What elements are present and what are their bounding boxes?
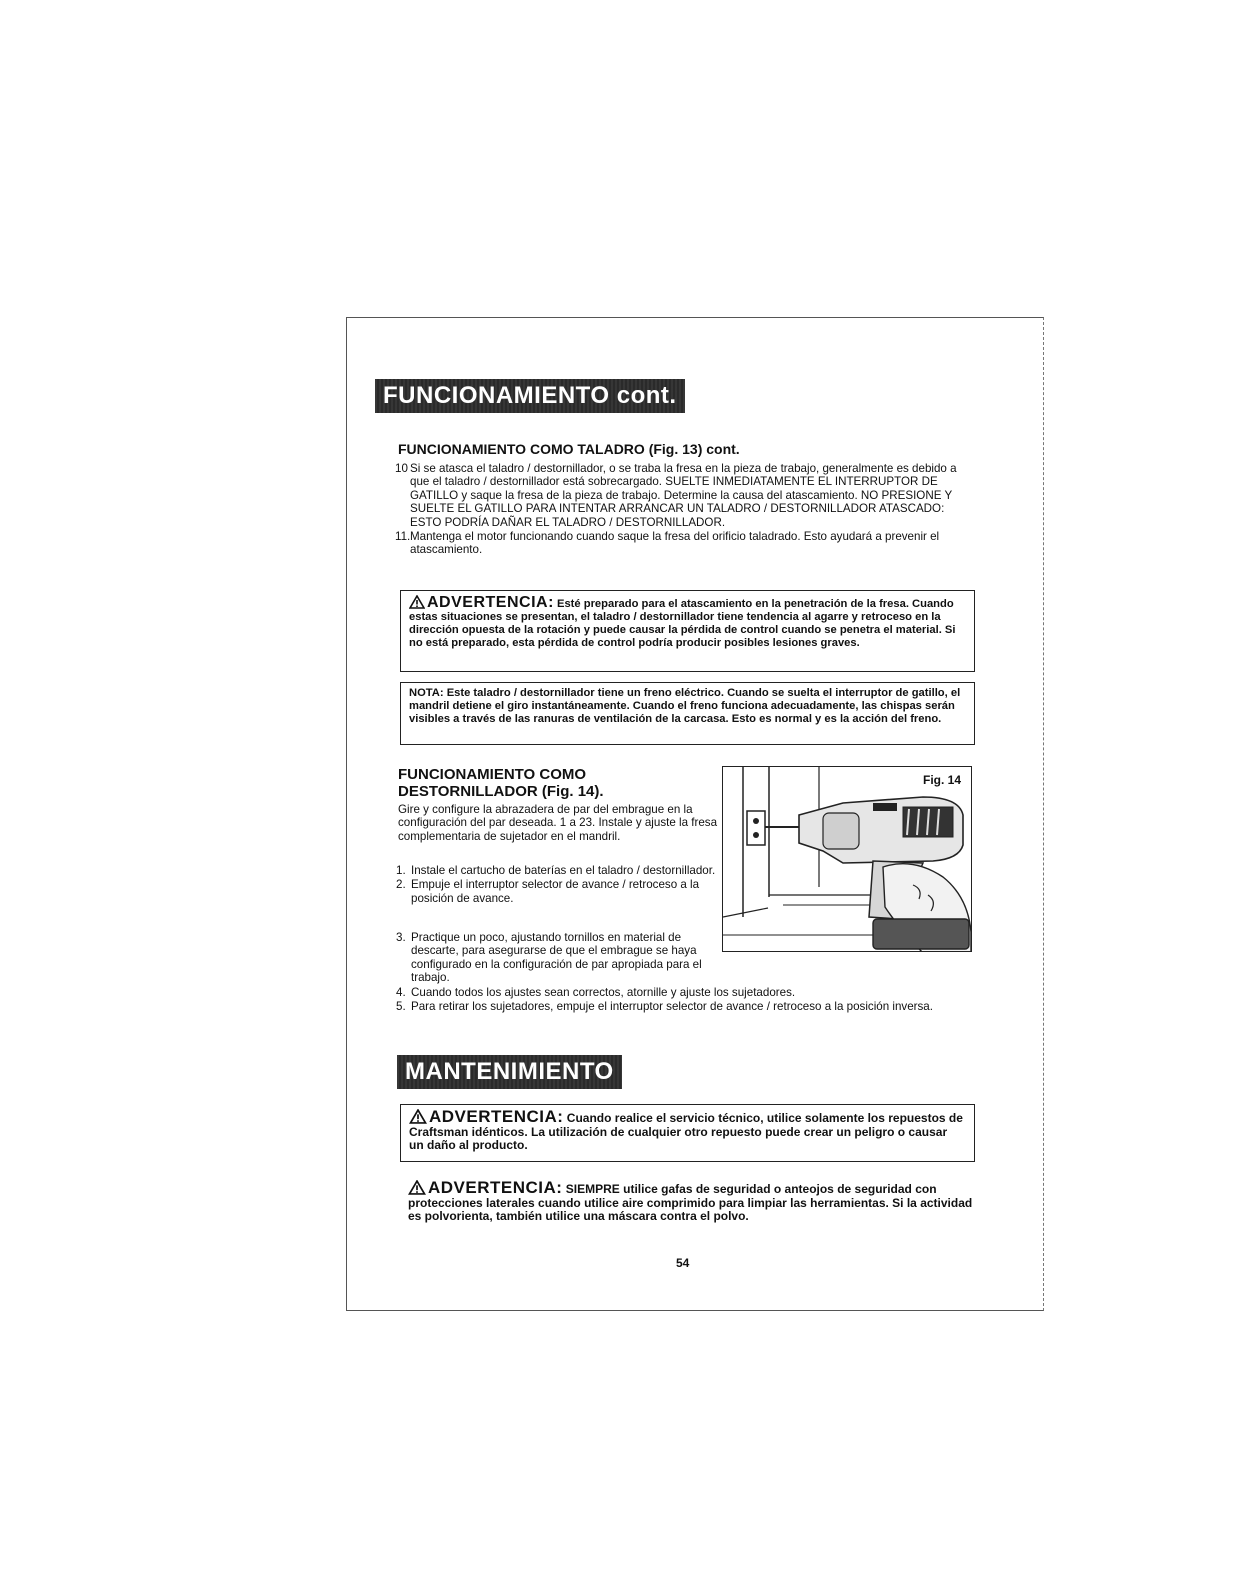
- step-text: Empuje el interruptor selector de avance / retroceso a la posición de avance.: [411, 878, 700, 905]
- list-item: [396, 1000, 966, 1013]
- warning-triangle-icon: [409, 1109, 427, 1124]
- step-text: Instale el cartucho de baterías en el taladro / destornillador.: [411, 864, 716, 877]
- nota-box: [400, 682, 975, 745]
- step-text: Si se atasca el taladro / destornillador, o se traba la fresa en la pieza de trabajo, generalmente es debido a que el taladro / destornillador está sobrecargado. SUELTE INMEDIATAMENTE EL INTERRUPTOR DE GATILLO y saque la fresa de la pieza de trabajo. Determine la causa del atascamiento. NO PRESIONE Y SUELTE EL GATILLO PARA INTENTAR ARRANCAR UN TALADRO / DESTORNILLADOR ATASCADO: ESTO PODRÍA DAÑAR EL TALADRO / DESTORNILLADOR.: [410, 462, 957, 529]
- list-item: [395, 530, 965, 557]
- drill-steps: [395, 462, 965, 558]
- list-item: [396, 878, 716, 905]
- list-item: [395, 462, 965, 529]
- step-number: 11.: [395, 530, 411, 544]
- step-number: 3.: [396, 931, 406, 944]
- step-text: Cuando todos los ajustes sean correctos, atornille y ajuste los sujetadores.: [411, 985, 796, 999]
- step-text: Para retirar los sujetadores, empuje el interruptor selector de avance / retroceso a la posición inversa.: [411, 1000, 933, 1014]
- screwdriver-steps: [396, 864, 716, 906]
- screwdriver-heading: [398, 766, 604, 800]
- warning-text: Cuando realice el servicio técnico, utilice solamente los repuestos de Craftsman idénticos. La utilización de cualquier otro repuesto puede crear un peligro o causar un daño al producto.: [409, 1111, 963, 1153]
- drill-heading: FUNCIONAMIENTO COMO TALADRO (Fig. 13) cont.: [398, 441, 740, 457]
- figure-14: [722, 766, 972, 952]
- screwdriver-heading-line1: FUNCIONAMIENTO COMO: [398, 766, 587, 783]
- step-number: 4.: [396, 985, 406, 999]
- warning-box-jamming: [400, 590, 975, 672]
- list-item: [396, 864, 716, 877]
- step-number: 10: [395, 462, 408, 475]
- warning-triangle-icon: [408, 1180, 426, 1195]
- page-number: 54: [676, 1256, 690, 1270]
- step-text: Practique un poco, ajustando tornillos en material de descarte, para asegurarse de que el embrague se haya configurado en la configuración de par apropiada para el trabajo.: [411, 931, 702, 985]
- warning-text: Esté preparado para el atascamiento en la penetración de la fresa. Cuando estas situaciones se presentan, el taladro / destornillador tiene tendencia al agarre y retroceso en la dirección opuesta de la rotación y puede causar la pérdida de control cuando se penetra el material. Si no está preparado, esta pérdida de control podría producir posibles lesiones graves.: [409, 598, 956, 649]
- warning-text: SIEMPRE utilice gafas de seguridad o anteojos de seguridad con protecciones laterales cuando utilice aire comprimido para limpiar las herramientas. Si la actividad es polvorienta, también utilice una máscara contra el polvo.: [408, 1182, 973, 1224]
- warning-label: ADVERTENCIA:: [427, 594, 554, 611]
- step-number: 1.: [396, 864, 406, 877]
- warning-box-repuestos: [400, 1104, 975, 1162]
- screwdriver-intro: Gire y configure la abrazadera de par del embrague en la configuración del par deseada. 1 a 23. Instale y ajuste la fresa complementaria de sujetador en el mandril.: [398, 803, 718, 843]
- step-text: Mantenga el motor funcionando cuando saque la fresa del orificio taladrado. Esto ayudará a prevenir el atascamiento.: [410, 530, 940, 557]
- funcionamiento-banner: FUNCIONAMIENTO cont.: [375, 379, 685, 413]
- figure-label: Fig. 14: [922, 773, 961, 787]
- step-number: 2.: [396, 878, 406, 892]
- warning-label: ADVERTENCIA:: [429, 1107, 564, 1126]
- warning-aire-comprimido: [408, 1180, 973, 1224]
- mantenimiento-banner: MANTENIMIENTO: [397, 1055, 622, 1089]
- screwdriver-heading-line2: DESTORNILLADOR (Fig. 14).: [398, 783, 604, 800]
- nota-text: NOTA: Este taladro / destornillador tiene un freno eléctrico. Cuando se suelta el interruptor de gatillo, el mandril detiene el giro instantáneamente. Cuando el freno funciona adecuadamente, las chispas serán visibles a través de las ranuras de ventilación de la carcasa. Esto es normal y es la acción del freno.: [409, 687, 961, 725]
- warning-triangle-icon: [409, 595, 425, 609]
- warning-label: ADVERTENCIA:: [428, 1178, 563, 1197]
- step-number: 5.: [396, 1000, 406, 1014]
- list-item: [396, 986, 966, 999]
- drill-illustration: [723, 767, 972, 952]
